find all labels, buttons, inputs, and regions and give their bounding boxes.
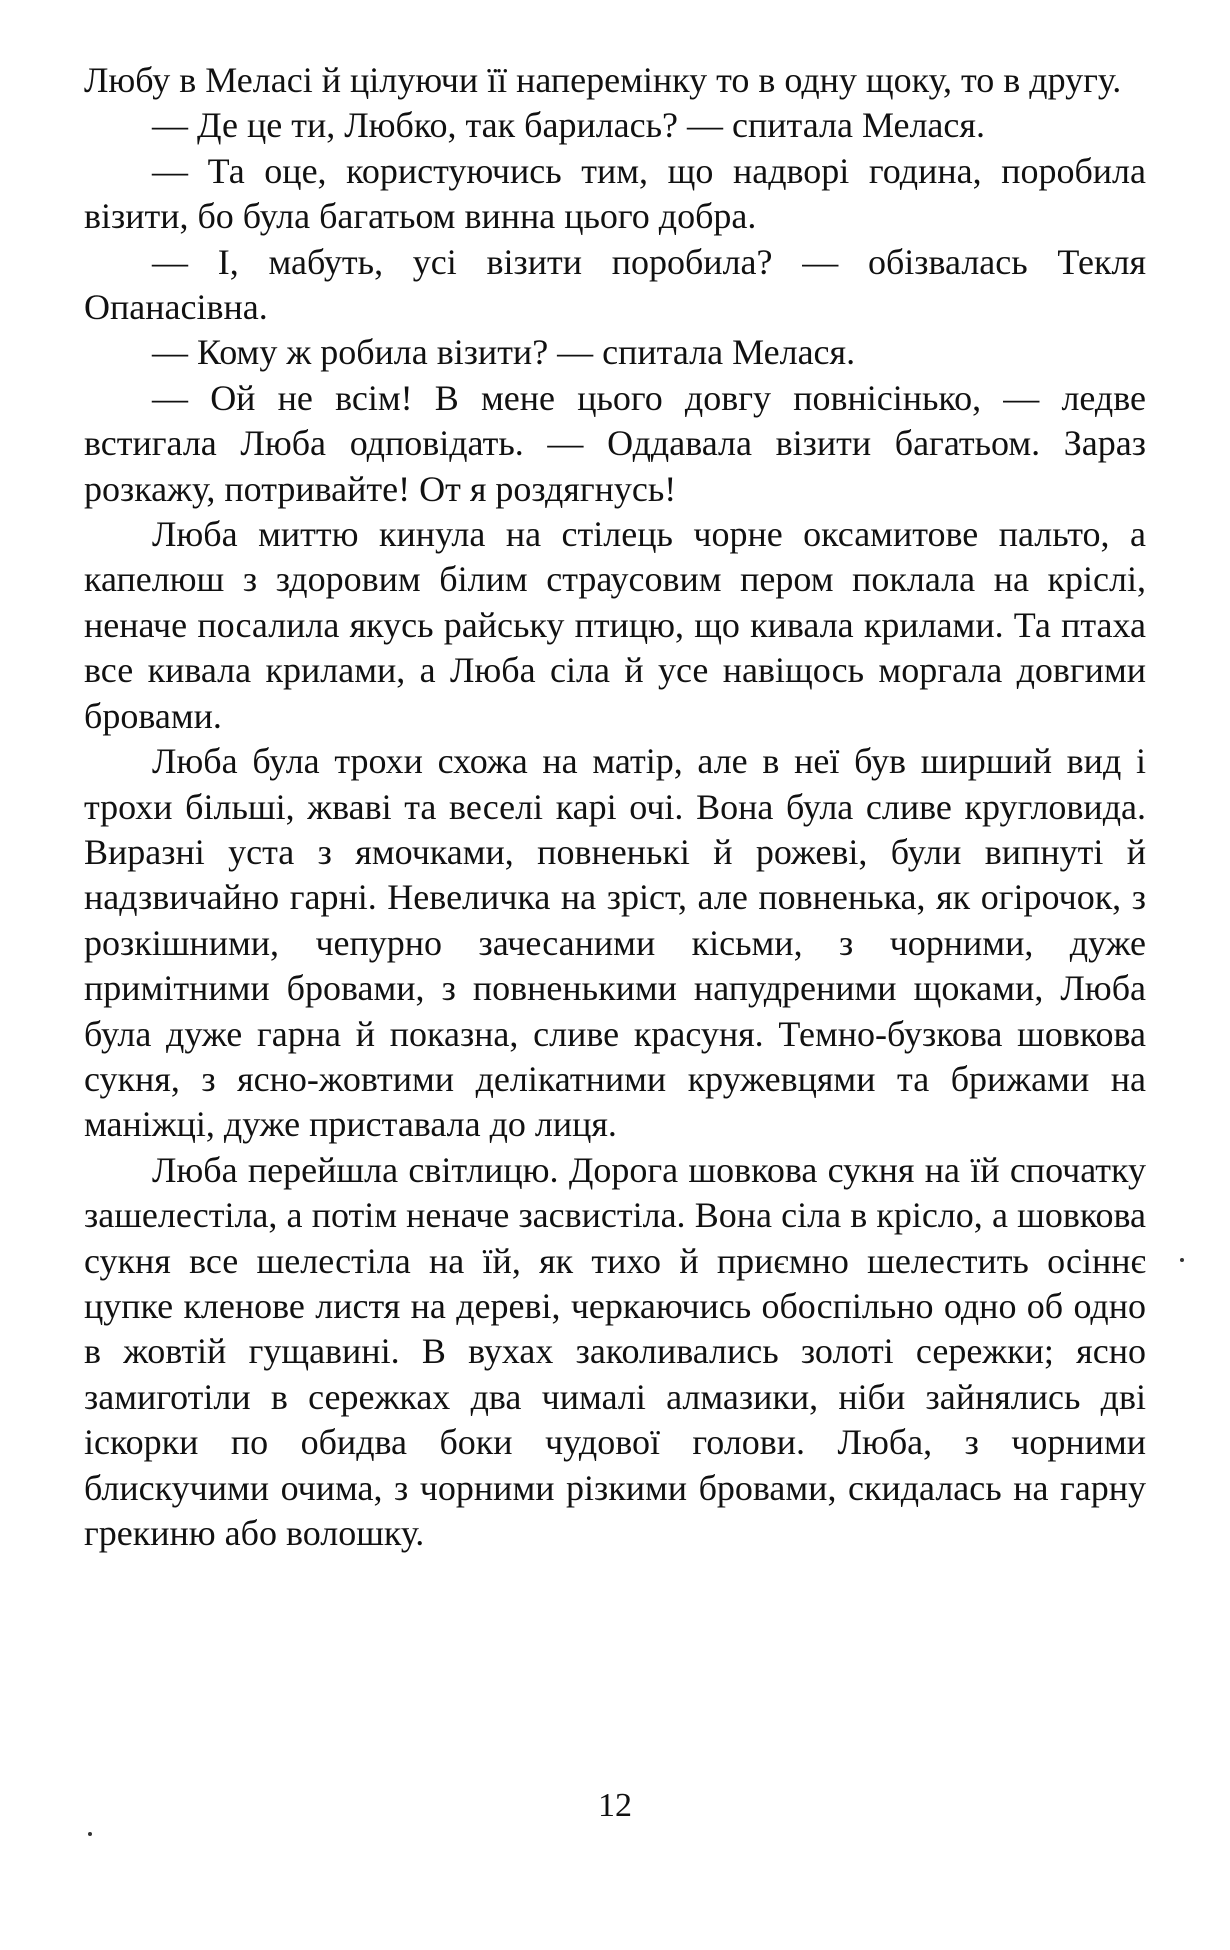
scan-speck [1180, 1258, 1184, 1262]
paragraph: — Де це ти, Любко, так барилась? — спитала Мелася. [152, 105, 985, 146]
paragraph: Люба перейшла світлицю. Дорога шовкова сукня на їй спочатку зашелестіла, а потім неначе засвистіла. Вона сіла в крісло, а шовкова сукня все шелестіла на їй, як тихо й приємно шелестить осіннє цупке кленове листя на дереві, черкаючись обоспільно одно об одно в жовтій гущавині. В вухах заколивались золоті сережки; ясно замиготіли в сережках два чималі алмазики, ніби зайнялись дві іскорки по обидва боки чудової голови. Люба, з чорними блискучими очима, з чорними різкими бровами, скидалась на гарну грекиню або волошку. [84, 1149, 1146, 1553]
paragraph: — І, мабуть, усі візити поробила? — обізвалась Текля Опанасівна. [84, 241, 1146, 328]
paragraph: Любу в Меласі й цілуючи її наперемінку то в одну щоку, то в другу. [84, 60, 1122, 100]
paragraph: — Ой не всім! В мене цього довгу повнісінько, — ледве встигала Люба одповідать. — Оддавала візити багатьом. Зараз розкажу, потривайте! От я роздягнусь! [84, 377, 1146, 509]
paragraph: — Та оце, користуючись тим, що надворі година, поробила візити, бо була багатьом винна цього добра. [84, 150, 1146, 237]
paragraph: Люба миттю кинула на стілець чорне оксамитове пальто, а капелюш з здоровим білим страусовим пером поклала на кріслі, неначе посалила якусь райську птицю, що кивала крилами. Та птаха все кивала крилами, а Люба сіла й усе навіщось моргала довгими бровами. [84, 514, 1146, 736]
scan-speck [88, 1832, 92, 1836]
page-number: 12 [598, 1787, 632, 1824]
body-text [84, 58, 1146, 1556]
paragraph: — Кому ж робила візити? — спитала Мелася. [152, 332, 856, 373]
paragraph: Люба була трохи схожа на матір, але в неї був ширший вид і трохи більші, жваві та веселі карі очі. Вона була сливе кругловида. Виразні уста з ямочками, повненькі й рожеві, були випнуті й надзвичайно гарні. Невеличка на зріст, але повненька, як огірочок, з розкішними, чепурно зачесаними кісьми, з чорними, дуже примітними бровами, з повненькими напудреними щоками, Люба була дуже гарна й показна, сливе красуня. Темно-бузкова шовкова сукня, з ясно-жовтими делікатними кружевцями та брижами на маніжці, дуже приставала до лиця. [84, 741, 1146, 1145]
